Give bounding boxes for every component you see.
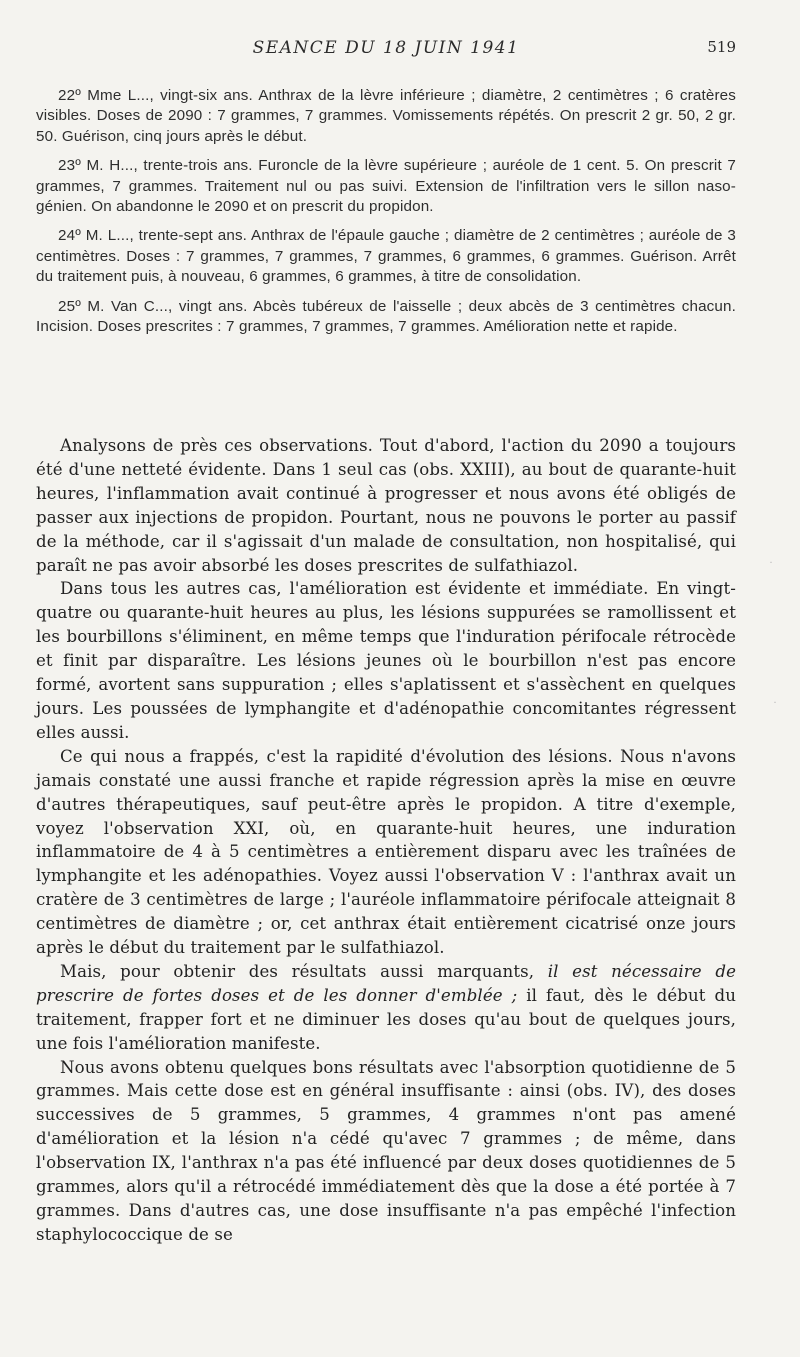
paragraph-improvement: Dans tous les autres cas, l'amélioration est évidente et immédiate. En vingt-quatre ou quarante-huit heures au plus, les lésions suppurées se ramollissent et les bourbillons s'éliminent, en même temps que l'induration périfocale rétrocède et finit par disparaître. Les lésions jeunes où le bourbillon n'est pas encore formé, avortent sans suppuration ; elles s'aplatissent et s'assèchent en quelques jours. Les poussées de lymphangite et d'adénopathie concomitantes régressent elles aussi. [36,579,736,742]
paragraph-strong-doses [36,960,736,1056]
paragraph-dosage: Nous avons obtenu quelques bons résultats avec l'absorption quotidienne de 5 grammes. Mais cette dose est en général insuffisante : ainsi (obs. IV), des doses successives de 5 grammes, 5 grammes, 4 grammes n'ont pas amené d'amélioration et la lésion n'a cédé qu'avec 7 grammes ; de même, dans l'observation IX, l'anthrax n'a pas été influencé par deux doses quotidiennes de 5 grammes, alors qu'il a rétrocédé immédiatement dès que la dose a été portée à 7 grammes. Dans d'autres cas, une dose insuffisante n'a pas empêché l'infection staphylococcique de se [36,1057,736,1244]
case-observations [36,86,736,346]
paragraph-strong-doses-emphasis: il est nécessaire de prescrire de fortes doses et de les donner d'emblée ; [36,961,736,1005]
running-head [36,38,736,62]
paragraph-analysis: Analysons de près ces observations. Tout d'abord, l'action du 2090 a toujours été d'une netteté évidente. Dans 1 seul cas (obs. XXIII), au bout de quarante-huit heures, l'inflammation avait continué à progresser et nous avons été obligés de passer aux injections de propidon. Pourtant, nous ne pouvons le porter au passif de la méthode, car il s'agissait d'un malade de consultation, non hospitalisé, qui paraît ne pas avoir absorbé les doses prescrites de sulfathiazol. [36,436,736,575]
observation-23: 23º M. H..., trente-trois ans. Furoncle de la lèvre supérieure ; auréole de 1 cent. 5. On prescrit 7 grammes, 7 grammes. Traitement nul ou pas suivi. Extension de l'infiltration vers le sillon naso-génien. On abandonne le 2090 et on prescrit du propidon. [36,157,736,216]
observation-25: 25º M. Van C..., vingt ans. Abcès tubéreux de l'aisselle ; deux abcès de 3 centimètres chacun. Incision. Doses prescrites : 7 grammes, 7 grammes, 7 grammes. Amélioration nette et rapide. [36,297,736,336]
observation-24: 24º M. L..., trente-sept ans. Anthrax de l'épaule gauche ; diamètre de 2 centimètres ; auréole de 3 centimètres. Doses : 7 grammes, 7 grammes, 7 grammes, 6 grammes, 6 grammes. Guérison. Arrêt du traitement puis, à nouveau, 6 grammes, 6 grammes, à titre de consolidation. [36,227,736,286]
running-title: SEANCE DU 18 JUIN 1941 [252,38,520,58]
page-number: 519 [707,38,736,56]
discussion-text [36,434,736,1247]
paragraph-rapidity: Ce qui nous a frappés, c'est la rapidité d'évolution des lésions. Nous n'avons jamais constaté une aussi franche et rapide régression après la mise en œuvre d'autres thérapeutiques, sauf peut-être après le propidon. A titre d'exemple, voyez l'observation XXI, où, en quarante-huit heures, une induration inflammatoire de 4 à 5 centimètres a entièrement disparu avec les traînées de lymphangite et les adénopathies. Voyez aussi l'observation V : l'anthrax avait un cratère de 3 centimètres de large ; l'auréole inflammatoire périfocale atteignait 8 centimètres de diamètre ; or, cet anthrax était entièrement cicatrisé onze jours après le début du traitement par le sulfathiazol. [36,746,736,958]
paragraph-strong-doses-end: il faut, dès le début du traitement, frapper fort et ne diminuer les doses qu'au bout de quelques jours, une fois l'amélioration manifeste. [36,985,736,1053]
scan-speck: ˙ [772,700,778,714]
observation-22: 22º Mme L..., vingt-six ans. Anthrax de la lèvre inférieure ; diamètre, 2 centimètres ; 6 cratères visibles. Doses de 2090 : 7 grammes, 7 grammes. Vomissements répétés. On prescrit 2 gr. 50, 2 gr. 50. Guérison, cinq jours après le début. [36,87,736,145]
paragraph-strong-doses-start: Mais, pour obtenir des résultats aussi marquants, [60,961,548,981]
scan-speck: ˙ [768,560,774,574]
